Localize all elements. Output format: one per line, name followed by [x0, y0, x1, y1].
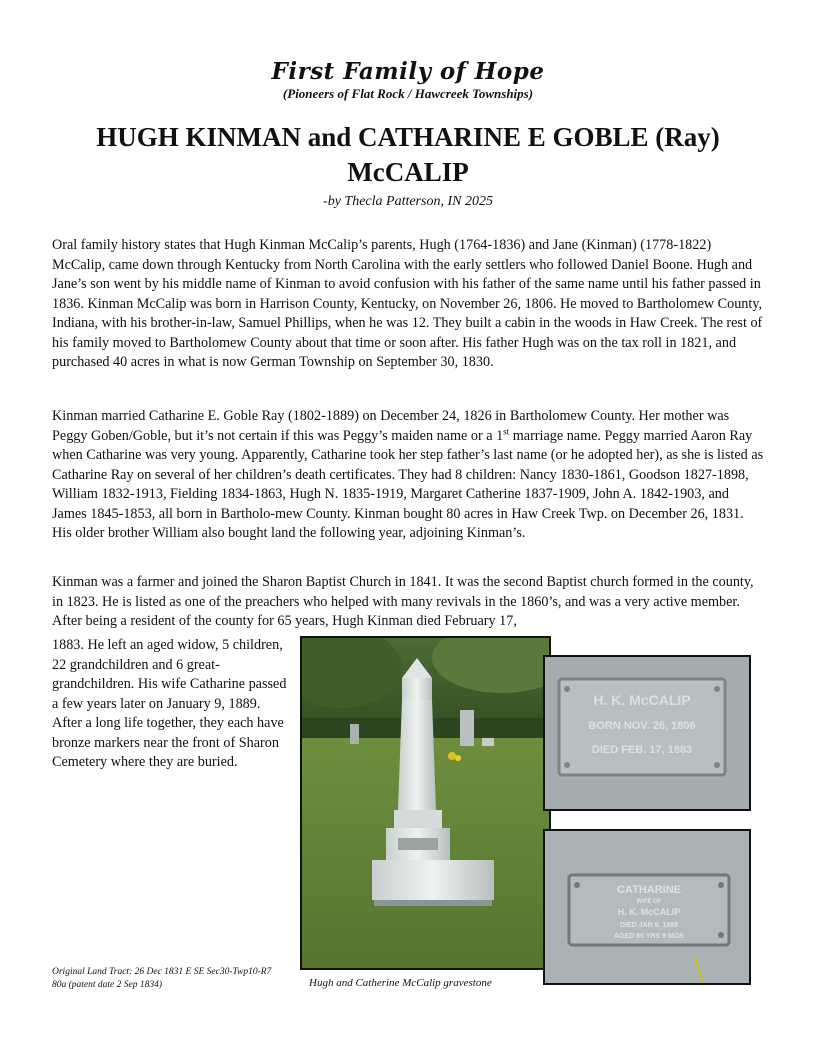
gravestone-photo [300, 636, 551, 970]
hugh-marker-photo [543, 655, 751, 811]
catharine-marker-photo [543, 829, 751, 985]
marker1-line-2: BORN NOV. 26, 1806 [588, 720, 696, 732]
header [0, 58, 816, 102]
page-title [40, 120, 776, 190]
paragraph-4: 1883. He left an aged widow, 5 children, 22 grandchildren and 6 great-grandchildren. His wife Catharine passed a few years later on January 9, 1889. After a long life together, they each have bronze markers near the front of Sharon Cemetery where they are buried. [52, 637, 287, 770]
land-tract-footnote: Original Land Tract: 26 Dec 1831 E SE Sec30-Twp10-R7 80a (patent date 2 Sep 1834) [52, 967, 272, 990]
paragraph-3: Kinman was a farmer and joined the Sharon Baptist Church in 1841. It was the second Baptist church formed in the county, in 1823. He is listed as one of the preachers who helped with many revivals in the 1860’s, and was a very active member. After being a resident of the county for 65 years, Hugh Kinman died February 17, [52, 574, 754, 629]
marker1-line-1: H. K. McCALIP [593, 692, 691, 708]
byline: -by Thecla Patterson, IN 2025 [323, 194, 493, 209]
paragraph-1: Oral family history states that Hugh Kinman McCalip’s parents, Hugh (1764-1836) and Jane (Kinman) (1778-1822) McCalip, came down through Kentucky from North Carolina with the early settlers who followed Daniel Boone. Hugh and Jane’s son went by his middle name of Kinman to avoid confusion with his father of the same name until his father passed in 1836. Kinman McCalip was born in Harrison County, Kentucky, on November 26, 1806. He moved to Bartholomew County, Indiana, with his brother-in-law, Samuel Phillips, when he was 12. They built a cabin in the woods in Haw Creek. The rest of his family moved to Bartholomew County about that time or soon after. His father Hugh was on the tax roll in 1821, and purchased 40 acres in what is now German Township on September 30, 1830. [52, 237, 763, 370]
paragraph-2-part-b: marriage name. Peggy married Aaron Ray when Catharine was very young. Apparently, Catharine took her step father’s last name (or he adopted her), as she is listed as Catharine Ray on several of her children’s death certificates. They had 8 children: Nancy 1830-1861, Goodson 1827-1898, William 1832-1913, Fielding 1834-1863, Hugh N. 1835-1919, Margaret Catherine 1837-1909, John A. 1842-1903, and James 1845-1853, all born in Bartholo-mew County. Kinman bought 80 acres in Haw Creek Twp. on December 26, 1831. His older brother William also bought land the following year, adjoining Kinman’s. [52, 427, 764, 541]
marker2-line-2: WIFE OF [636, 899, 662, 905]
marker2-line-3: H. K. McCALIP [617, 907, 681, 917]
page-title-line2: McCALIP [347, 157, 469, 187]
page-title-line1: HUGH KINMAN and CATHARINE E GOBLE (Ray) [96, 122, 720, 152]
superscript-st: st [503, 425, 510, 436]
gravestone-illustration [302, 638, 549, 968]
paragraph-2-part-a: Kinman married Catharine E. Goble Ray (1802-1889) on December 24, 1826 in Bartholomew County. Her mother was Peggy Goben/Goble, but it’s not certain if this was Peggy’s maiden name or a 1 [52, 408, 730, 444]
marker2-line-5: AGED 86 YRS 9 MOS [614, 933, 684, 940]
marker2-line-4: DIED JAN 9, 1889 [620, 922, 678, 929]
marker2-line-1: CATHARINE [617, 884, 681, 896]
series-title: First Family of Hope [271, 58, 545, 85]
catharine-bronze-marker [545, 831, 749, 983]
marker1-line-3: DIED FEB. 17, 1883 [591, 744, 693, 756]
photo-caption: Hugh and Catherine McCalip gravestone [309, 977, 492, 989]
hugh-bronze-marker [545, 657, 749, 809]
paragraph-2 [52, 407, 764, 544]
series-subtitle: (Pioneers of Flat Rock / Hawcreek Townships) [282, 86, 534, 101]
